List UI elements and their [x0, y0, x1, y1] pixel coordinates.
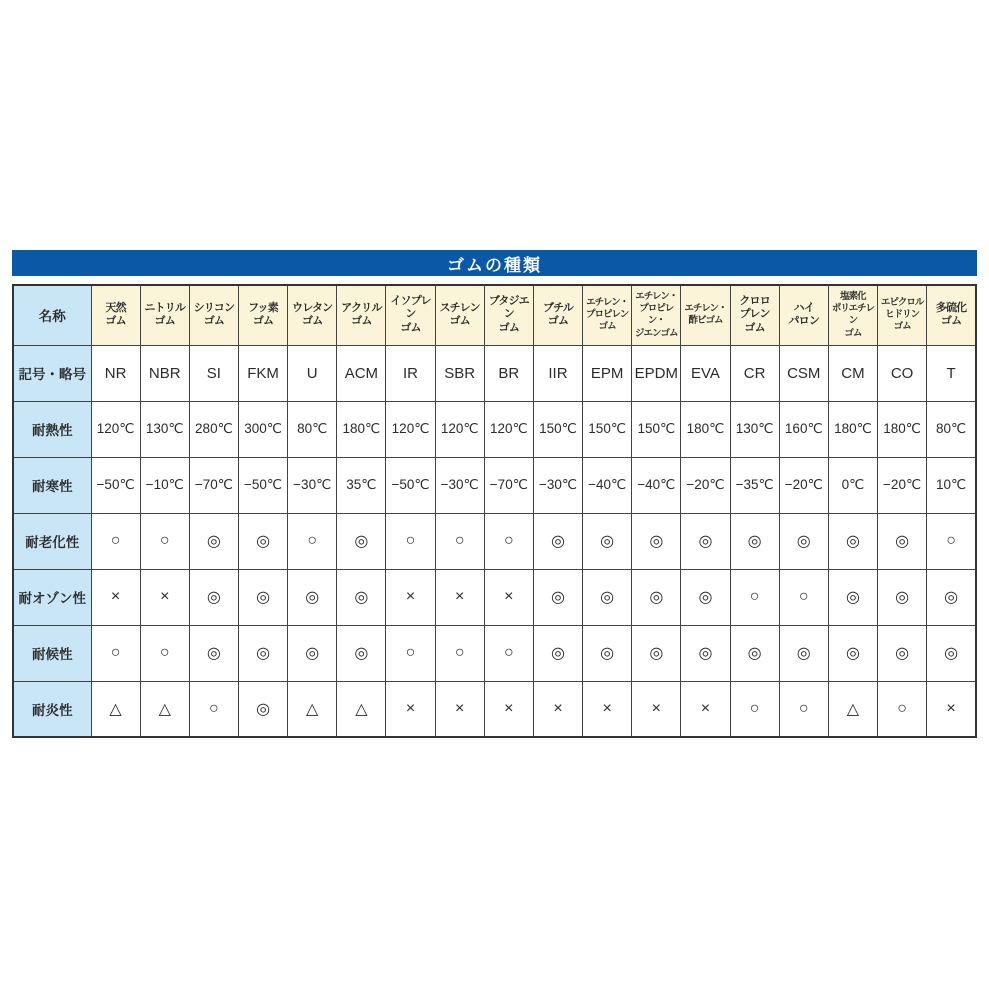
column-header-u: ウレタン ゴム — [288, 285, 337, 345]
cell-ozone-nr: × — [91, 569, 140, 625]
row-label-ozone: 耐オゾン性 — [13, 569, 91, 625]
cell-aging-si: ◎ — [189, 513, 238, 569]
column-header-co: エピクロル ヒドリン ゴム — [878, 285, 927, 345]
cell-flame-eva: × — [681, 681, 730, 737]
cell-cold-nr: −50℃ — [91, 457, 140, 513]
cell-flame-acm: △ — [337, 681, 386, 737]
column-header-csm: ハイ パロン — [779, 285, 828, 345]
cell-weather-csm: ◎ — [779, 625, 828, 681]
cell-cold-iir: −30℃ — [533, 457, 582, 513]
cell-symbol-t: T — [927, 345, 976, 401]
cell-heat-ir: 120℃ — [386, 401, 435, 457]
cell-heat-eva: 180℃ — [681, 401, 730, 457]
cell-aging-epm: ◎ — [583, 513, 632, 569]
cell-heat-cr: 130℃ — [730, 401, 779, 457]
column-header-acm: アクリル ゴム — [337, 285, 386, 345]
column-header-fkm: フッ素 ゴム — [238, 285, 287, 345]
row-label-cold: 耐寒性 — [13, 457, 91, 513]
cell-heat-co: 180℃ — [878, 401, 927, 457]
cell-aging-br: ○ — [484, 513, 533, 569]
cell-cold-br: −70℃ — [484, 457, 533, 513]
cell-heat-u: 80℃ — [288, 401, 337, 457]
corner-label: 名称 — [13, 285, 91, 345]
cell-cold-csm: −20℃ — [779, 457, 828, 513]
cell-flame-iir: × — [533, 681, 582, 737]
cell-cold-t: 10℃ — [927, 457, 976, 513]
column-header-eva: エチレン・ 酢ビゴム — [681, 285, 730, 345]
table-row-symbol — [13, 345, 976, 401]
column-header-sbr: スチレン ゴム — [435, 285, 484, 345]
cell-symbol-cr: CR — [730, 345, 779, 401]
cell-ozone-iir: ◎ — [533, 569, 582, 625]
table-row-aging — [13, 513, 976, 569]
cell-aging-csm: ◎ — [779, 513, 828, 569]
cell-ozone-co: ◎ — [878, 569, 927, 625]
cell-weather-eva: ◎ — [681, 625, 730, 681]
cell-heat-si: 280℃ — [189, 401, 238, 457]
cell-aging-cr: ◎ — [730, 513, 779, 569]
cell-cold-u: −30℃ — [288, 457, 337, 513]
cell-heat-nbr: 130℃ — [140, 401, 189, 457]
cell-ozone-si: ◎ — [189, 569, 238, 625]
cell-flame-epdm: × — [632, 681, 681, 737]
cell-aging-co: ◎ — [878, 513, 927, 569]
column-header-br: ブタジエン ゴム — [484, 285, 533, 345]
cell-flame-br: × — [484, 681, 533, 737]
cell-heat-epdm: 150℃ — [632, 401, 681, 457]
table-row-ozone — [13, 569, 976, 625]
cell-cold-nbr: −10℃ — [140, 457, 189, 513]
cell-cold-cm: 0℃ — [828, 457, 877, 513]
cell-flame-t: × — [927, 681, 976, 737]
cell-ozone-br: × — [484, 569, 533, 625]
cell-heat-acm: 180℃ — [337, 401, 386, 457]
cell-flame-csm: ○ — [779, 681, 828, 737]
cell-symbol-csm: CSM — [779, 345, 828, 401]
rubber-types-panel — [12, 250, 977, 738]
cell-weather-br: ○ — [484, 625, 533, 681]
panel-title: ゴムの種類 — [12, 250, 977, 276]
cell-cold-fkm: −50℃ — [238, 457, 287, 513]
cell-weather-si: ◎ — [189, 625, 238, 681]
cell-cold-acm: 35℃ — [337, 457, 386, 513]
cell-flame-u: △ — [288, 681, 337, 737]
column-header-cm: 塩素化 ポリエチレン ゴム — [828, 285, 877, 345]
column-header-ir: イソプレン ゴム — [386, 285, 435, 345]
cell-aging-cm: ◎ — [828, 513, 877, 569]
cell-weather-fkm: ◎ — [238, 625, 287, 681]
cell-ozone-t: ◎ — [927, 569, 976, 625]
cell-weather-acm: ◎ — [337, 625, 386, 681]
cell-flame-sbr: × — [435, 681, 484, 737]
cell-weather-nbr: ○ — [140, 625, 189, 681]
cell-symbol-ir: IR — [386, 345, 435, 401]
cell-ozone-epdm: ◎ — [632, 569, 681, 625]
table-header-row — [13, 285, 976, 345]
cell-symbol-acm: ACM — [337, 345, 386, 401]
cell-ozone-nbr: × — [140, 569, 189, 625]
cell-symbol-iir: IIR — [533, 345, 582, 401]
cell-weather-nr: ○ — [91, 625, 140, 681]
column-header-iir: ブチル ゴム — [533, 285, 582, 345]
cell-ozone-eva: ◎ — [681, 569, 730, 625]
cell-symbol-cm: CM — [828, 345, 877, 401]
cell-cold-ir: −50℃ — [386, 457, 435, 513]
cell-aging-epdm: ◎ — [632, 513, 681, 569]
column-header-si: シリコン ゴム — [189, 285, 238, 345]
column-header-epdm: エチレン・ プロピレン・ ジエンゴム — [632, 285, 681, 345]
row-label-heat: 耐熱性 — [13, 401, 91, 457]
cell-weather-cm: ◎ — [828, 625, 877, 681]
cell-flame-fkm: ◎ — [238, 681, 287, 737]
cell-symbol-eva: EVA — [681, 345, 730, 401]
cell-weather-cr: ◎ — [730, 625, 779, 681]
row-label-flame: 耐炎性 — [13, 681, 91, 737]
cell-ozone-epm: ◎ — [583, 569, 632, 625]
cell-weather-epdm: ◎ — [632, 625, 681, 681]
cell-heat-iir: 150℃ — [533, 401, 582, 457]
cell-flame-cr: ○ — [730, 681, 779, 737]
column-header-t: 多硫化 ゴム — [927, 285, 976, 345]
cell-aging-sbr: ○ — [435, 513, 484, 569]
cell-flame-nbr: △ — [140, 681, 189, 737]
cell-flame-co: ○ — [878, 681, 927, 737]
cell-aging-acm: ◎ — [337, 513, 386, 569]
cell-aging-u: ○ — [288, 513, 337, 569]
table-body — [13, 345, 976, 737]
cell-heat-br: 120℃ — [484, 401, 533, 457]
cell-ozone-sbr: × — [435, 569, 484, 625]
row-label-aging: 耐老化性 — [13, 513, 91, 569]
cell-heat-sbr: 120℃ — [435, 401, 484, 457]
cell-symbol-fkm: FKM — [238, 345, 287, 401]
table-row-cold — [13, 457, 976, 513]
cell-heat-nr: 120℃ — [91, 401, 140, 457]
cell-aging-iir: ◎ — [533, 513, 582, 569]
cell-cold-eva: −20℃ — [681, 457, 730, 513]
cell-heat-csm: 160℃ — [779, 401, 828, 457]
cell-weather-sbr: ○ — [435, 625, 484, 681]
cell-cold-sbr: −30℃ — [435, 457, 484, 513]
cell-heat-cm: 180℃ — [828, 401, 877, 457]
cell-flame-epm: × — [583, 681, 632, 737]
cell-flame-nr: △ — [91, 681, 140, 737]
cell-aging-nr: ○ — [91, 513, 140, 569]
cell-ozone-cm: ◎ — [828, 569, 877, 625]
cell-symbol-br: BR — [484, 345, 533, 401]
cell-ozone-cr: ○ — [730, 569, 779, 625]
cell-aging-t: ○ — [927, 513, 976, 569]
cell-symbol-si: SI — [189, 345, 238, 401]
cell-symbol-u: U — [288, 345, 337, 401]
cell-cold-si: −70℃ — [189, 457, 238, 513]
cell-flame-ir: × — [386, 681, 435, 737]
cell-flame-cm: △ — [828, 681, 877, 737]
rubber-properties-table — [12, 284, 977, 738]
cell-heat-t: 80℃ — [927, 401, 976, 457]
cell-ozone-ir: × — [386, 569, 435, 625]
cell-ozone-acm: ◎ — [337, 569, 386, 625]
cell-weather-co: ◎ — [878, 625, 927, 681]
cell-weather-epm: ◎ — [583, 625, 632, 681]
cell-aging-fkm: ◎ — [238, 513, 287, 569]
cell-cold-epdm: −40℃ — [632, 457, 681, 513]
cell-heat-epm: 150℃ — [583, 401, 632, 457]
table-row-heat — [13, 401, 976, 457]
cell-heat-fkm: 300℃ — [238, 401, 287, 457]
cell-weather-iir: ◎ — [533, 625, 582, 681]
column-header-cr: クロロ プレン ゴム — [730, 285, 779, 345]
cell-symbol-epdm: EPDM — [632, 345, 681, 401]
cell-symbol-co: CO — [878, 345, 927, 401]
cell-weather-t: ◎ — [927, 625, 976, 681]
cell-ozone-fkm: ◎ — [238, 569, 287, 625]
column-header-nbr: ニトリル ゴム — [140, 285, 189, 345]
cell-cold-cr: −35℃ — [730, 457, 779, 513]
cell-aging-eva: ◎ — [681, 513, 730, 569]
cell-symbol-sbr: SBR — [435, 345, 484, 401]
column-header-nr: 天然 ゴム — [91, 285, 140, 345]
cell-ozone-csm: ○ — [779, 569, 828, 625]
cell-ozone-u: ◎ — [288, 569, 337, 625]
cell-symbol-nbr: NBR — [140, 345, 189, 401]
table-row-flame — [13, 681, 976, 737]
cell-symbol-epm: EPM — [583, 345, 632, 401]
cell-aging-nbr: ○ — [140, 513, 189, 569]
cell-flame-si: ○ — [189, 681, 238, 737]
cell-cold-co: −20℃ — [878, 457, 927, 513]
cell-symbol-nr: NR — [91, 345, 140, 401]
row-label-weather: 耐候性 — [13, 625, 91, 681]
column-header-epm: エチレン・ プロピレン ゴム — [583, 285, 632, 345]
table-row-weather — [13, 625, 976, 681]
cell-aging-ir: ○ — [386, 513, 435, 569]
cell-weather-ir: ○ — [386, 625, 435, 681]
cell-cold-epm: −40℃ — [583, 457, 632, 513]
cell-weather-u: ◎ — [288, 625, 337, 681]
row-label-symbol: 記号・略号 — [13, 345, 91, 401]
